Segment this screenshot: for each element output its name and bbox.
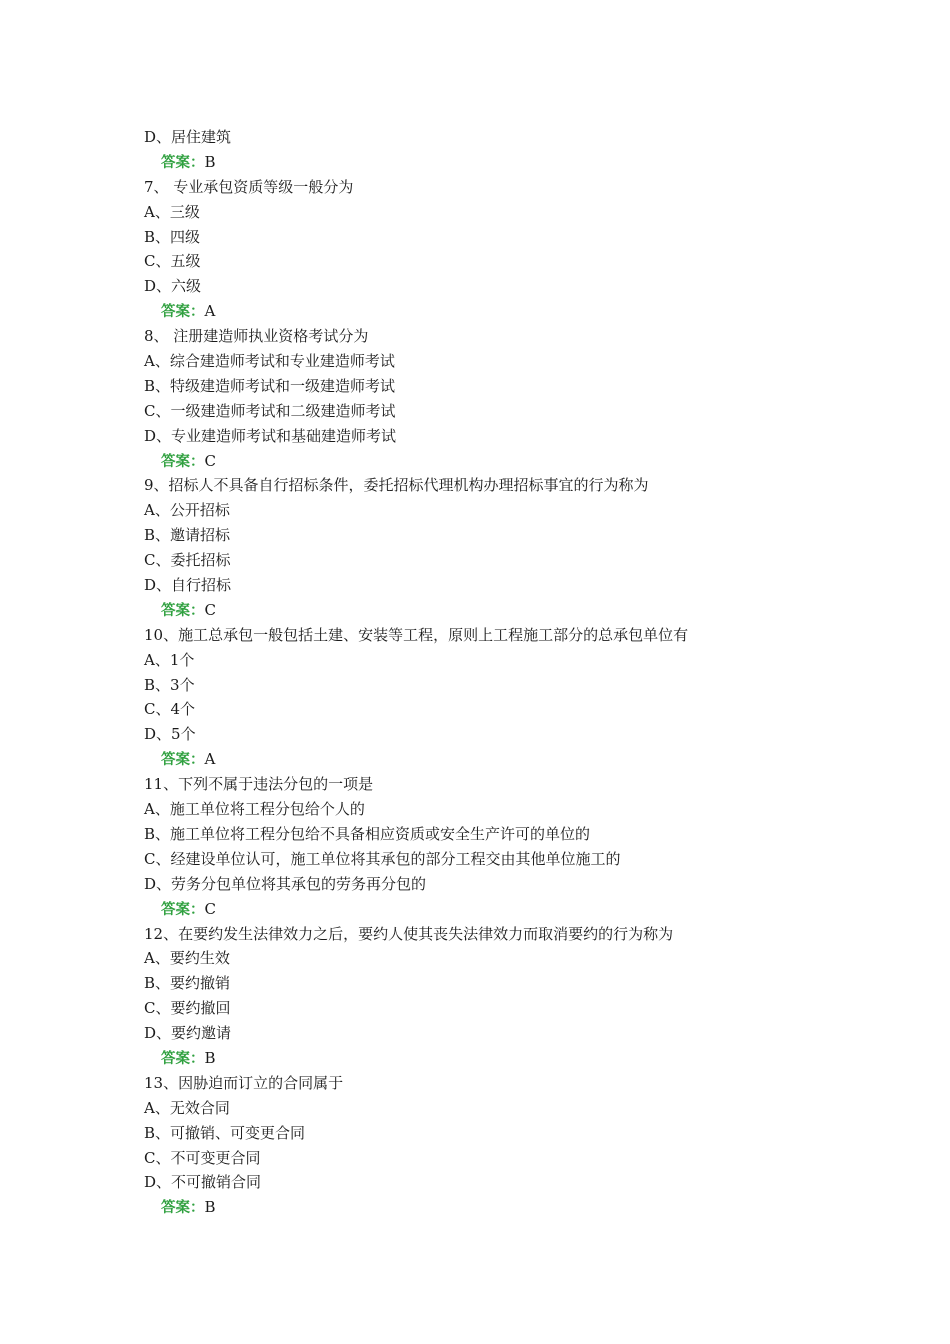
answer-label: 答案：	[161, 1200, 205, 1217]
option-text: C、不可变更合同	[144, 1148, 261, 1167]
option-text: A、1个	[144, 650, 195, 669]
option-text: C、4个	[144, 700, 196, 719]
answer-value: B	[204, 1198, 216, 1217]
answer-value: A	[204, 302, 216, 321]
question-text: 7、 专业承包资质等级一般分为	[144, 177, 354, 196]
answer-line	[144, 598, 884, 623]
answer-value: B	[204, 152, 216, 171]
option-text: B、3个	[144, 675, 195, 694]
answer-label: 答案：	[161, 602, 205, 619]
option-text: A、公开招标	[144, 501, 230, 520]
option-text: D、5个	[144, 725, 196, 744]
option-text: B、可撤销、可变更合同	[144, 1123, 306, 1142]
answer-label: 答案：	[161, 154, 205, 171]
question-text: 10、施工总承包一般包括土建、安装等工程，原则上工程施工部分的总承包单位有	[144, 625, 689, 644]
option-text: D、劳务分包单位将其承包的劳务再分包的	[144, 874, 427, 893]
option-text: D、不可撤销合同	[144, 1173, 262, 1192]
option-text: B、要约撤销	[144, 974, 231, 993]
answer-value: C	[204, 899, 216, 918]
option-text: D、自行招标	[144, 576, 232, 595]
option-text: B、施工单位将工程分包给不具备相应资质或安全生产许可的单位的	[144, 824, 591, 843]
question-text: 9、招标人不具备自行招标条件，委托招标代理机构办理招标事宜的行为称为	[144, 476, 649, 495]
question-text: 13、因胁迫而订立的合同属于	[144, 1073, 344, 1092]
option-text: D、六级	[144, 277, 202, 296]
answer-label: 答案：	[161, 304, 205, 321]
option-text: B、特级建造师考试和一级建造师考试	[144, 376, 396, 395]
answer-value: B	[204, 1048, 216, 1067]
answer-label: 答案：	[161, 453, 205, 470]
answer-line	[144, 1195, 884, 1220]
answer-line	[144, 150, 884, 175]
option-text: D、专业建造师考试和基础建造师考试	[144, 426, 397, 445]
answer-line	[144, 449, 884, 474]
option-text: A、要约生效	[144, 949, 230, 968]
answer-value: C	[204, 600, 216, 619]
question-text: 12、在要约发生法律效力之后，要约人使其丧失法律效力而取消要约的行为称为	[144, 924, 674, 943]
option-text: C、委托招标	[144, 551, 231, 570]
option-text: B、四级	[144, 227, 201, 246]
document-body	[144, 125, 884, 1220]
answer-line	[144, 747, 884, 772]
option-text: A、三级	[144, 202, 200, 221]
option-text: C、一级建造师考试和二级建造师考试	[144, 401, 396, 420]
option-text: A、综合建造师考试和专业建造师考试	[144, 352, 395, 371]
option-text: A、无效合同	[144, 1098, 230, 1117]
answer-value: A	[204, 750, 216, 769]
option-text: C、要约撤回	[144, 999, 231, 1018]
answer-label: 答案：	[161, 752, 205, 769]
option-text: D、要约邀请	[144, 1024, 232, 1043]
option-text: C、经建设单位认可，施工单位将其承包的部分工程交由其他单位施工的	[144, 849, 621, 868]
option-text: B、邀请招标	[144, 526, 231, 545]
question-text: 8、 注册建造师执业资格考试分为	[144, 327, 369, 346]
answer-line	[144, 299, 884, 324]
option-text: C、五级	[144, 252, 201, 271]
option-text: A、施工单位将工程分包给个人的	[144, 800, 365, 819]
question-text: 11、下列不属于违法分包的一项是	[144, 775, 374, 794]
option-text: D、居住建筑	[144, 128, 232, 146]
answer-label: 答案：	[161, 1050, 205, 1067]
answer-line	[144, 897, 884, 922]
answer-line	[144, 1046, 884, 1071]
answer-value: C	[204, 451, 216, 470]
answer-label: 答案：	[161, 901, 205, 918]
